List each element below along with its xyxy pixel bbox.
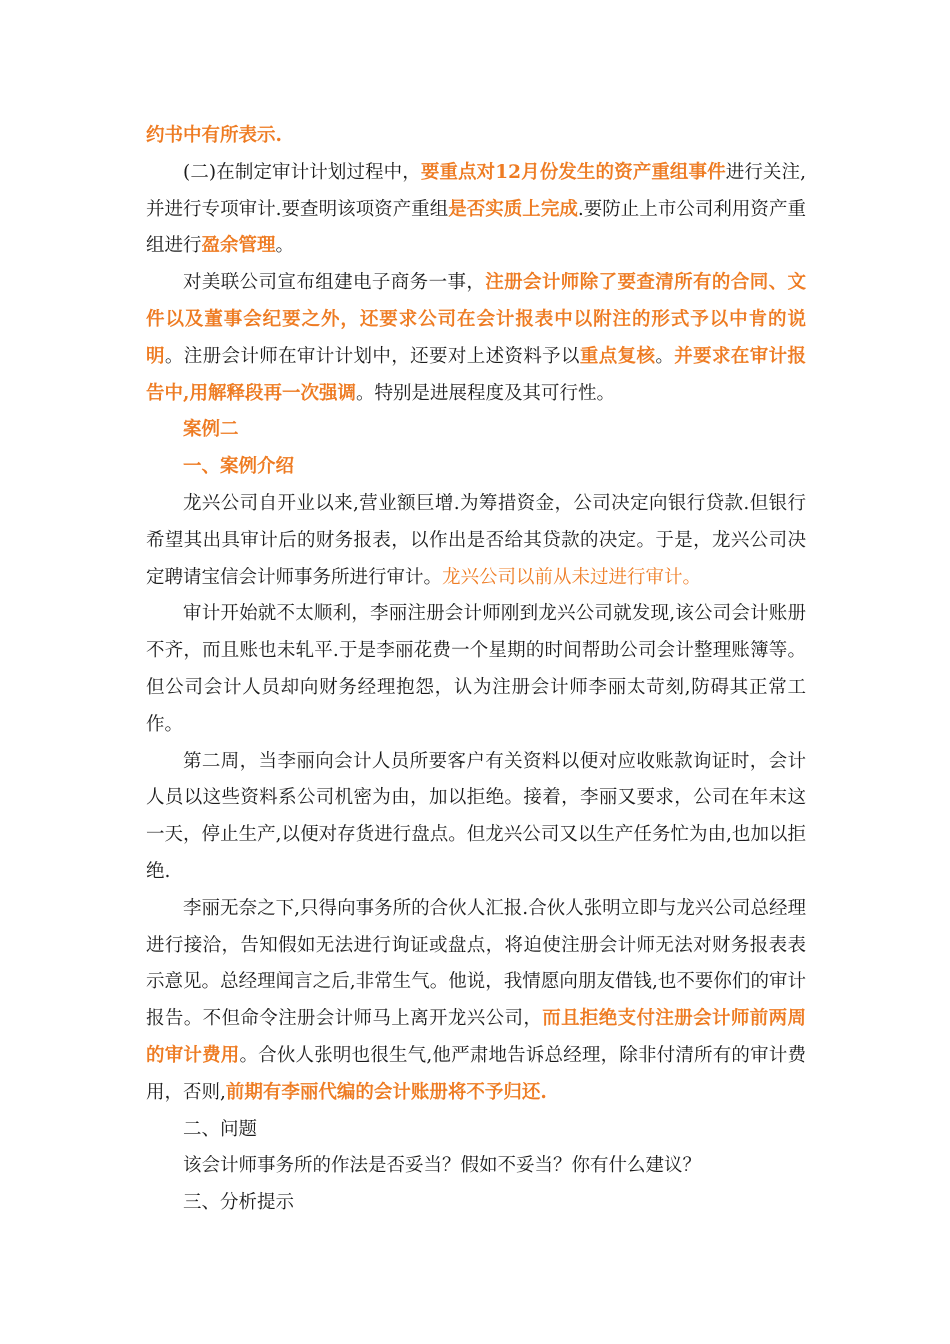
highlighted-text: 是否实质上完成 xyxy=(448,198,578,220)
paragraph xyxy=(146,412,806,449)
body-text: 李丽无奈之下,只得向事务所的合伙人汇报.合伙人张明立即与龙兴公司总经理进行接洽，告知假如无法进行询证或盘点，将迫使注册会计师无法对财务报表表示意见。总经理闻言之后,非常生气。他说，我情愿向朋友借钱,也不要你们的审计报告。不但命令注册会计师马上离开龙兴公司， xyxy=(146,897,806,1030)
body-text: .要防止上市公司利用资产重组进行 xyxy=(146,198,806,257)
document-body xyxy=(146,118,806,1222)
paragraph xyxy=(146,744,806,891)
paragraph xyxy=(146,155,806,265)
body-text: 。 xyxy=(655,345,675,367)
paragraph xyxy=(146,449,806,486)
body-text: 龙兴公司自开业以来,营业额巨增.为筹措资金，公司决定向银行贷款.但银行希望其出具审计后的财务报表，以作出是否给其贷款的决定。于是，龙兴公司决定聘请宝信会计师事务所进行审计。 xyxy=(146,492,806,588)
body-text: 进行关注,并进行专项审计.要查明该项资产重组 xyxy=(146,161,807,220)
paragraph xyxy=(146,1148,806,1185)
body-text: 。合伙人张明也很生气,他严肃地告诉总经理，除非付清所有的审计费用，否则, xyxy=(146,1044,806,1103)
highlighted-text: 而且拒绝支付注册会计师前两周的审计费用 xyxy=(146,1008,806,1066)
paragraph xyxy=(146,1112,806,1149)
highlighted-text: 一、案例介绍 xyxy=(183,456,295,478)
paragraph xyxy=(146,486,806,596)
highlighted-text: 盈余管理 xyxy=(201,235,276,257)
paragraph xyxy=(146,118,806,155)
body-text: 二、问题 xyxy=(183,1118,258,1140)
highlighted-text: 要重点对12月份发生的资产重组事件 xyxy=(420,161,726,183)
body-text: 。 xyxy=(275,235,295,257)
paragraph xyxy=(146,1185,806,1222)
body-text: 。注册会计师在审计计划中，还要对上述资料予以 xyxy=(164,345,580,367)
highlighted-text: 约书中有所表示. xyxy=(146,125,282,146)
highlighted-text: 重点复核 xyxy=(579,345,656,367)
body-text: 该会计师事务所的作法是否妥当？假如不妥当？你有什么建议？ xyxy=(183,1155,702,1177)
highlighted-text: 并要求在审计报告中,用解释段再一次强调 xyxy=(146,345,806,404)
paragraph xyxy=(146,265,806,412)
body-text: 。特别是进展程度及其可行性。 xyxy=(355,382,615,404)
body-text: 审计开始就不太顺利，李丽注册会计师刚到龙兴公司就发现,该公司会计账册不齐，而且账也未轧平.于是李丽花费一个星期的时间帮助公司会计整理账簿等。但公司会计人员却向财务经理抱怨，认为注册会计师李丽太苛刻,防碍其正常工作。 xyxy=(146,603,806,735)
body-text: (二)在制定审计计划过程中， xyxy=(183,161,421,183)
body-text: 第二周，当李丽向会计人员所要客户有关资料以便对应收账款询证时，会计人员以这些资料系公司机密为由，加以拒绝。接着，李丽又要求，公司在年末这一天，停止生产,以便对存货进行盘点。但龙兴公司又以生产任务忙为由,也加以拒绝. xyxy=(146,750,806,882)
paragraph xyxy=(146,891,806,1112)
highlighted-text: 案例二 xyxy=(183,419,239,441)
body-text: 对美联公司宣布组建电子商务一事， xyxy=(183,272,486,294)
body-text: 三、分析提示 xyxy=(183,1192,295,1214)
highlighted-text: 注册会计师除了要查清所有的合同、文件以及董事会纪要之外，还要求公司在会计报表中以附注的形式予以中肯的说明 xyxy=(146,272,806,367)
highlighted-text: 龙兴公司以前从未过进行审计。 xyxy=(442,566,702,588)
paragraph xyxy=(146,596,806,743)
highlighted-text: 前期有李丽代编的会计账册将不予归还. xyxy=(225,1081,547,1103)
